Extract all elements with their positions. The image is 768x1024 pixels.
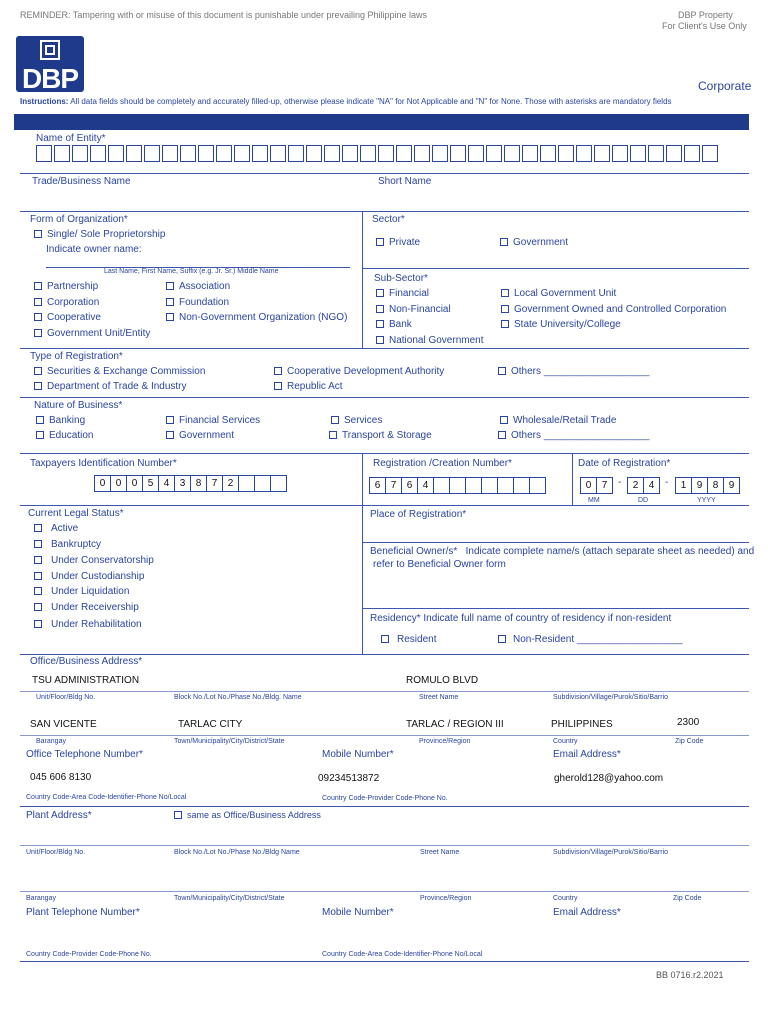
office-street-value[interactable]: ROMULO BLVD [406, 675, 479, 686]
option-private[interactable]: Private [376, 237, 420, 248]
name-char-box[interactable] [504, 145, 520, 162]
option-lgu[interactable]: Local Government Unit [501, 288, 616, 299]
tin-digit-box[interactable]: 3 [174, 475, 191, 492]
registration-digit-box[interactable] [481, 477, 498, 494]
name-char-box[interactable] [234, 145, 250, 162]
option-sole-proprietorship[interactable]: Single/ Sole Proprietorship [34, 229, 165, 240]
caption-barangay: Barangay [36, 738, 66, 745]
option-education[interactable]: Education [36, 430, 93, 441]
name-char-box[interactable] [54, 145, 70, 162]
option-sec[interactable]: Securities & Exchange Commission [34, 366, 205, 377]
office-email-label: Email Address* [553, 749, 621, 760]
date-of-registration-label: Date of Registration* [578, 458, 671, 469]
date-yyyy-box[interactable]: 1 [675, 477, 692, 494]
registration-digit-box[interactable] [449, 477, 466, 494]
option-services[interactable]: Services [331, 415, 382, 426]
name-char-box[interactable] [378, 145, 394, 162]
name-char-box[interactable] [72, 145, 88, 162]
tin-digit-box[interactable]: 5 [142, 475, 159, 492]
office-email-value[interactable]: gherold128@yahoo.com [554, 773, 664, 784]
option-ngo[interactable]: Non-Government Organization (NGO) [166, 312, 347, 323]
plant-telephone-label: Plant Telephone Number* [26, 907, 140, 918]
plant-caption-block: Block No./Lot No./Phase No./Bldg Name [174, 849, 300, 856]
name-char-box[interactable] [360, 145, 376, 162]
name-char-box[interactable] [702, 145, 718, 162]
name-char-box[interactable] [396, 145, 412, 162]
section-header-bar [14, 114, 749, 130]
dd-caption: DD [638, 497, 649, 504]
name-char-box[interactable] [450, 145, 466, 162]
registration-digit-box[interactable]: 6 [401, 477, 418, 494]
name-char-box[interactable] [36, 145, 52, 162]
beneficial-owner-hint: refer to Beneficial Owner form [373, 559, 506, 570]
name-of-entity-label: Name of Entity* [36, 133, 106, 144]
name-char-box[interactable] [558, 145, 574, 162]
plant-caption-barangay: Barangay [26, 895, 56, 902]
option-association[interactable]: Association [166, 281, 230, 292]
name-char-box[interactable] [648, 145, 664, 162]
date-yyyy-box[interactable]: 9 [723, 477, 740, 494]
option-foundation[interactable]: Foundation [166, 297, 229, 308]
option-government-unit[interactable]: Government Unit/Entity [34, 328, 150, 339]
logo-text: DBP [21, 63, 79, 94]
status-active[interactable]: Active [34, 523, 78, 534]
name-char-box[interactable] [522, 145, 538, 162]
option-gocc[interactable]: Government Owned and Controlled Corporation [501, 304, 726, 315]
option-national-government[interactable]: National Government [376, 335, 484, 346]
plant-caption-country: Country [553, 895, 578, 902]
status-bankruptcy[interactable]: Bankruptcy [34, 539, 101, 550]
registration-digit-box[interactable]: 4 [417, 477, 434, 494]
beneficial-owner-label: Beneficial Owner/s* Indicate complete name/s (attach separate sheet as needed) and [370, 546, 755, 557]
caption-subdivision: Subdivision/Village/Purok/Sitio/Barrio [553, 694, 669, 701]
office-address-label: Office/Business Address* [30, 656, 143, 667]
name-char-box[interactable] [288, 145, 304, 162]
caption-zip: Zip Code [675, 738, 704, 745]
office-mobile-value[interactable]: 09234513872 [318, 773, 380, 784]
type-of-registration-label: Type of Registration* [30, 351, 123, 362]
name-char-box[interactable] [630, 145, 646, 162]
caption-street: Street Name [419, 694, 459, 701]
tin-digit-box[interactable] [270, 475, 287, 492]
option-wholesale-retail[interactable]: Wholesale/Retail Trade [500, 415, 616, 426]
instructions: Instructions: All data fields should be completely and accurately filled-up, otherwise please indicate "NA" for Not Applicable and "N" for None. Those with asterisks are mandatory fields [20, 97, 672, 106]
tin-digit-box[interactable] [254, 475, 271, 492]
option-registration-others[interactable]: Others ___________________ [498, 366, 649, 377]
plant-address-label: Plant Address* [26, 810, 92, 821]
legal-status-label: Current Legal Status* [28, 508, 124, 519]
date-mm-box[interactable]: 0 [580, 477, 597, 494]
option-financial-services[interactable]: Financial Services [166, 415, 260, 426]
tin-boxes[interactable] [94, 475, 286, 492]
plant-caption-subdivision: Subdivision/Village/Purok/Sitio/Barrio [553, 849, 669, 856]
option-transport-storage[interactable]: Transport & Storage [329, 430, 432, 441]
tin-digit-box[interactable]: 8 [190, 475, 207, 492]
name-of-entity-boxes[interactable] [36, 145, 720, 162]
option-bank[interactable]: Bank [376, 319, 412, 330]
office-zip-value[interactable]: 2300 [677, 717, 700, 728]
option-non-financial[interactable]: Non-Financial [376, 304, 451, 315]
mm-caption: MM [588, 497, 600, 504]
office-town-value[interactable]: TARLAC CITY [178, 719, 243, 730]
registration-number-boxes[interactable] [369, 477, 545, 494]
option-nature-others[interactable]: Others ___________________ [498, 430, 649, 441]
option-financial[interactable]: Financial [376, 288, 429, 299]
name-char-box[interactable] [324, 145, 340, 162]
option-dti[interactable]: Department of Trade & Industry [34, 381, 187, 392]
reminder-text: REMINDER: Tampering with or misuse of this document is punishable under prevailing Philippine laws [20, 10, 428, 20]
same-as-office-checkbox[interactable]: same as Office/Business Address [174, 811, 321, 821]
sector-label: Sector* [372, 214, 405, 225]
form-type: Corporate [698, 79, 752, 93]
tin-digit-box[interactable] [238, 475, 255, 492]
tin-digit-box[interactable]: 2 [222, 475, 239, 492]
date-mm-boxes[interactable] [580, 477, 612, 494]
name-char-box[interactable] [468, 145, 484, 162]
office-country-value[interactable]: PHILIPPINES [551, 719, 613, 730]
date-dd-boxes[interactable] [627, 477, 659, 494]
office-mobile-caption: Country Code-Provider Code-Phone No. [322, 795, 448, 802]
caption-country: Country [553, 738, 578, 745]
date-sep-2: - [665, 477, 669, 488]
plant-mobile-caption: Country Code-Area Code-Identifier-Phone No/Local [322, 951, 483, 958]
option-corporation[interactable]: Corporation [34, 297, 99, 308]
tin-digit-box[interactable]: 4 [158, 475, 175, 492]
place-of-registration-label: Place of Registration* [370, 509, 467, 520]
status-receivership[interactable]: Under Receivership [34, 602, 139, 613]
caption-town: Town/Municipality/City/District/State [174, 738, 285, 745]
office-barangay-value[interactable]: SAN VICENTE [30, 719, 97, 730]
status-custodianship[interactable]: Under Custodianship [34, 571, 144, 582]
name-char-box[interactable] [108, 145, 124, 162]
date-yyyy-box[interactable]: 8 [707, 477, 724, 494]
tin-digit-box[interactable]: 0 [110, 475, 127, 492]
name-char-box[interactable] [198, 145, 214, 162]
name-char-box[interactable] [414, 145, 430, 162]
short-name-label: Short Name [378, 176, 432, 187]
sub-sector-label: Sub-Sector* [374, 273, 428, 284]
dbp-logo [16, 36, 84, 92]
name-char-box[interactable] [612, 145, 628, 162]
owner-name-hint: Indicate owner name: [46, 244, 142, 255]
name-char-box[interactable] [486, 145, 502, 162]
property-label: DBP Property [678, 10, 733, 20]
form-of-organization-label: Form of Organization* [30, 214, 128, 225]
name-char-box[interactable] [252, 145, 268, 162]
name-char-box[interactable] [540, 145, 556, 162]
form-code: BB 0716.r2.2021 [656, 970, 724, 980]
plant-caption-town: Town/Municipality/City/District/State [174, 895, 285, 902]
owner-name-caption: Last Name, First Name, Suffix (e.g. Jr. Sr.) Middle Name [104, 268, 279, 275]
name-char-box[interactable] [432, 145, 448, 162]
name-char-box[interactable] [126, 145, 142, 162]
residency-label: Residency* Indicate full name of country of residency if non-resident [370, 613, 672, 624]
option-banking[interactable]: Banking [36, 415, 85, 426]
office-unit-value[interactable]: TSU ADMINISTRATION [32, 675, 140, 686]
name-char-box[interactable] [90, 145, 106, 162]
registration-digit-box[interactable]: 7 [385, 477, 402, 494]
plant-caption-province: Province/Region [420, 895, 472, 902]
name-char-box[interactable] [162, 145, 178, 162]
name-char-box[interactable] [144, 145, 160, 162]
client-use-label: For Client's Use Only [662, 21, 747, 31]
date-mm-box[interactable]: 7 [596, 477, 613, 494]
plant-email-label: Email Address* [553, 907, 621, 918]
name-char-box[interactable] [594, 145, 610, 162]
caption-block: Block No./Lot No./Phase No./Bldg. Name [174, 694, 302, 701]
office-telephone-label: Office Telephone Number* [26, 749, 143, 760]
plant-caption-unit: Unit/Floor/Bldg No. [26, 849, 86, 856]
option-partnership[interactable]: Partnership [34, 281, 98, 292]
status-conservatorship[interactable]: Under Conservatorship [34, 555, 154, 566]
tin-digit-box[interactable]: 0 [94, 475, 111, 492]
yyyy-caption: YYYY [697, 497, 716, 504]
office-province-value[interactable]: TARLAC / REGION III [406, 719, 504, 730]
option-republic-act[interactable]: Republic Act [274, 381, 343, 392]
registration-digit-box[interactable] [529, 477, 546, 494]
office-telephone-value[interactable]: 045 606 8130 [30, 772, 92, 783]
office-tel-caption: Country Code-Area Code-Identifier-Phone No/Local [26, 794, 187, 801]
registration-digit-box[interactable]: 6 [369, 477, 386, 494]
name-char-box[interactable] [216, 145, 232, 162]
date-dd-box[interactable]: 4 [643, 477, 660, 494]
trade-name-label: Trade/Business Name [32, 176, 131, 187]
option-non-resident[interactable]: Non-Resident ___________________ [498, 634, 683, 645]
name-char-box[interactable] [180, 145, 196, 162]
plant-tel-caption: Country Code-Provider Code-Phone No. [26, 951, 152, 958]
caption-unit: Unit/Floor/Bldg No. [36, 694, 96, 701]
registration-digit-box[interactable] [465, 477, 482, 494]
registration-digit-box[interactable] [433, 477, 450, 494]
date-yyyy-boxes[interactable] [675, 477, 739, 494]
option-state-university[interactable]: State University/College [501, 319, 621, 330]
registration-digit-box[interactable] [513, 477, 530, 494]
plant-caption-street: Street Name [420, 849, 460, 856]
office-mobile-label: Mobile Number* [322, 749, 394, 760]
name-char-box[interactable] [576, 145, 592, 162]
nature-of-business-label: Nature of Business* [34, 400, 123, 411]
status-liquidation[interactable]: Under Liquidation [34, 586, 129, 597]
date-sep-1: - [618, 477, 622, 488]
option-resident[interactable]: Resident [381, 634, 436, 645]
date-yyyy-box[interactable]: 9 [691, 477, 708, 494]
name-char-box[interactable] [666, 145, 682, 162]
tin-digit-box[interactable]: 0 [126, 475, 143, 492]
name-char-box[interactable] [342, 145, 358, 162]
name-char-box[interactable] [684, 145, 700, 162]
tin-label: Taxpayers Identification Number* [30, 458, 177, 469]
status-rehabilitation[interactable]: Under Rehabilitation [34, 619, 142, 630]
plant-caption-zip: Zip Code [673, 895, 702, 902]
tin-digit-box[interactable]: 7 [206, 475, 223, 492]
option-cda[interactable]: Cooperative Development Authority [274, 366, 444, 377]
caption-province: Province/Region [419, 738, 471, 745]
registration-number-label: Registration /Creation Number* [373, 458, 512, 469]
date-dd-box[interactable]: 2 [627, 477, 644, 494]
option-sector-government[interactable]: Government [500, 237, 568, 248]
name-char-box[interactable] [270, 145, 286, 162]
plant-mobile-label: Mobile Number* [322, 907, 394, 918]
registration-digit-box[interactable] [497, 477, 514, 494]
option-cooperative[interactable]: Cooperative [34, 312, 101, 323]
name-char-box[interactable] [306, 145, 322, 162]
option-nature-government[interactable]: Government [166, 430, 234, 441]
